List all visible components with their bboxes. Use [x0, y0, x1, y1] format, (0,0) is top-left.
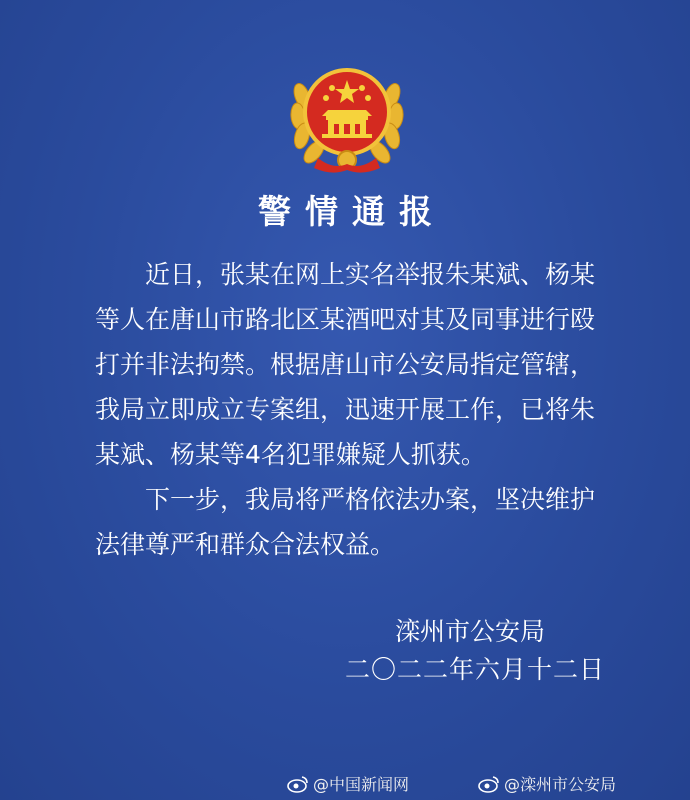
watermark-text: @滦州市公安局 — [504, 775, 617, 794]
signature-org: 滦州市公安局 — [395, 617, 546, 646]
weibo-icon — [478, 775, 500, 793]
signature-date: 二〇二二年六月十二日 — [345, 655, 606, 684]
paragraph-2: 下一步，我局将严格依法办案，坚决维护法律尊严和群众合法权益。 — [95, 485, 596, 559]
weibo-icon — [287, 775, 309, 793]
national-emblem-icon — [288, 58, 406, 176]
notice-body — [95, 252, 605, 567]
page-title: 警情通报 — [258, 192, 446, 231]
paragraph-1: 近日，张某在网上实名举报朱某斌、杨某等人在唐山市路北区某酒吧对其及同事进行殴打并非法拘禁。根据唐山市公安局指定管辖，我局立即成立专案组，迅速开展工作，已将朱某斌、杨某等4名犯罪嫌疑人抓获。 — [95, 260, 596, 469]
watermark-1 — [287, 772, 409, 795]
watermark-2 — [478, 772, 616, 795]
watermark-text: @中国新闻网 — [313, 775, 410, 794]
